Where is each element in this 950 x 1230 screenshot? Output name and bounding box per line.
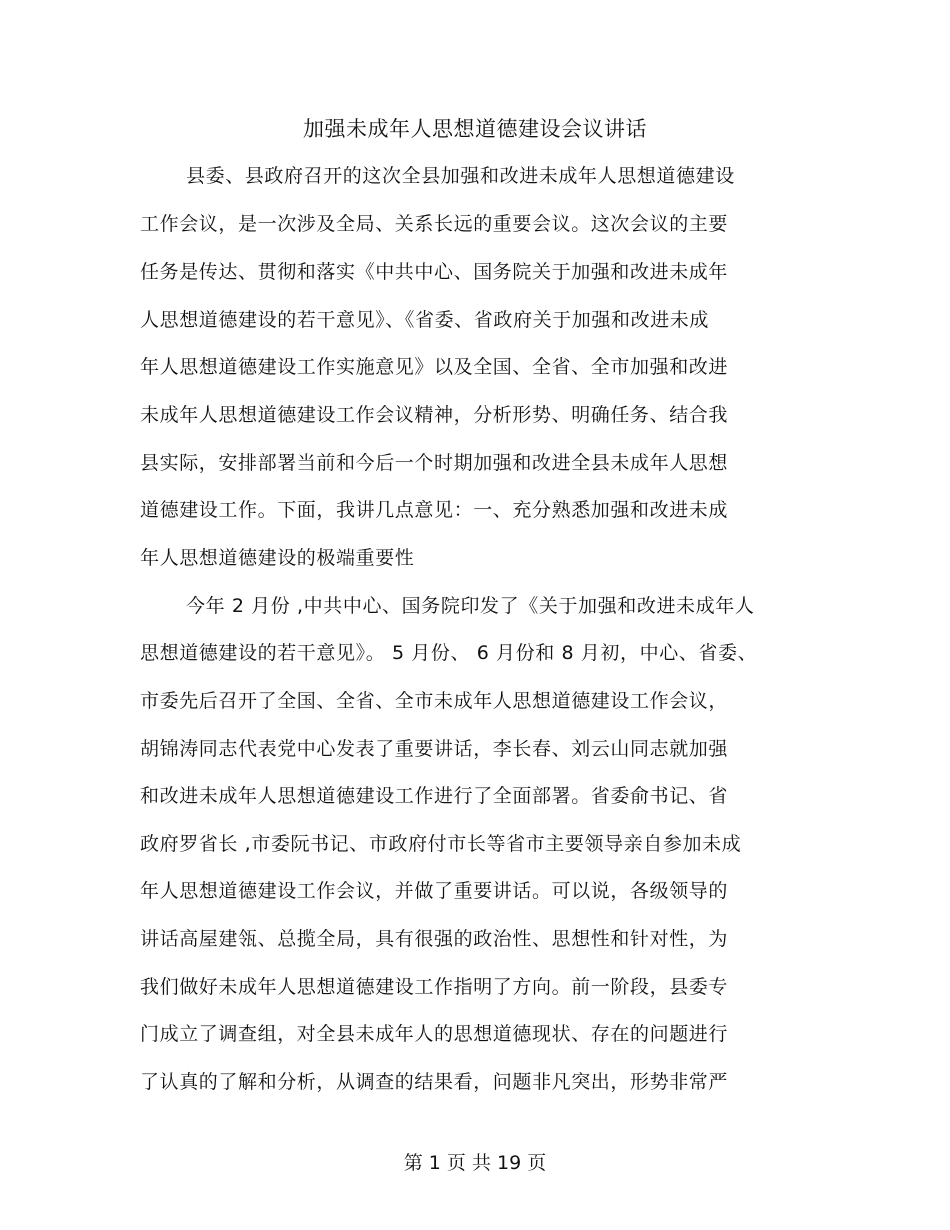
paragraph-line: 人思想道德建设的若干意见》、《省委、省政府关于加强和改进未成 <box>140 309 710 331</box>
paragraph-line: 胡锦涛同志代表党中心发表了重要讲话，李长春、刘云山同志就加强 <box>140 738 729 760</box>
paragraph-line: 门成立了调查组，对全县未成年人的思想道德现状、存在的问题进行 <box>140 1023 729 1045</box>
paragraph-line: 年人思想道德建设工作会议，并做了重要讲话。可以说，各级领导的 <box>140 880 729 902</box>
paragraph-line: 思想道德建设的若干意见》。 5 月份、 6 月份和 8 月初，中心、省委、 <box>140 642 758 664</box>
paragraph-line: 道德建设工作。下面，我讲几点意见：一、充分熟悉加强和改进未成 <box>140 499 729 521</box>
paragraph-line: 政府罗省长 ,市委阮书记、市政府付市长等省市主要领导亲自参加未成 <box>140 833 742 855</box>
paragraph-line: 我们做好未成年人思想道德建设工作指明了方向。前一阶段，县委专 <box>140 976 729 998</box>
paragraph-line: 了认真的了解和分析，从调查的结果看，问题非凡突出，形势非常严 <box>140 1071 729 1093</box>
paragraph-line: 任务是传达、贯彻和落实《中共中心、国务院关于加强和改进未成年 <box>140 261 729 283</box>
paragraph-line: 工作会议，是一次涉及全局、关系长远的重要会议。这次会议的主要 <box>140 213 729 235</box>
page-number-footer: 第 1 页 共 19 页 <box>403 1152 547 1174</box>
paragraph-line: 年人思想道德建设工作实施意见》以及全国、全省、全市加强和改进 <box>140 356 729 378</box>
paragraph-line: 县委、县政府召开的这次全县加强和改进未成年人思想道德建设 <box>186 165 735 187</box>
document-title: 加强未成年人思想道德建设会议讲话 <box>303 117 647 141</box>
paragraph-line: 市委先后召开了全国、全省、全市未成年人思想道德建设工作会议， <box>140 690 729 712</box>
paragraph-line: 讲话高屋建瓴、总揽全局，具有很强的政治性、思想性和针对性，为 <box>140 928 729 950</box>
paragraph-line: 年人思想道德建设的极端重要性 <box>140 547 415 569</box>
paragraph-line: 今年 2 月份 ,中共中心、国务院印发了《关于加强和改进未成年人 <box>186 595 755 617</box>
paragraph-line: 县实际，安排部署当前和今后一个时期加强和改进全县未成年人思想 <box>140 452 729 474</box>
paragraph-line: 和改进未成年人思想道德建设工作进行了全面部署。省委俞书记、省 <box>140 785 729 807</box>
paragraph-line: 未成年人思想道德建设工作会议精神，分析形势、明确任务、结合我 <box>140 404 729 426</box>
